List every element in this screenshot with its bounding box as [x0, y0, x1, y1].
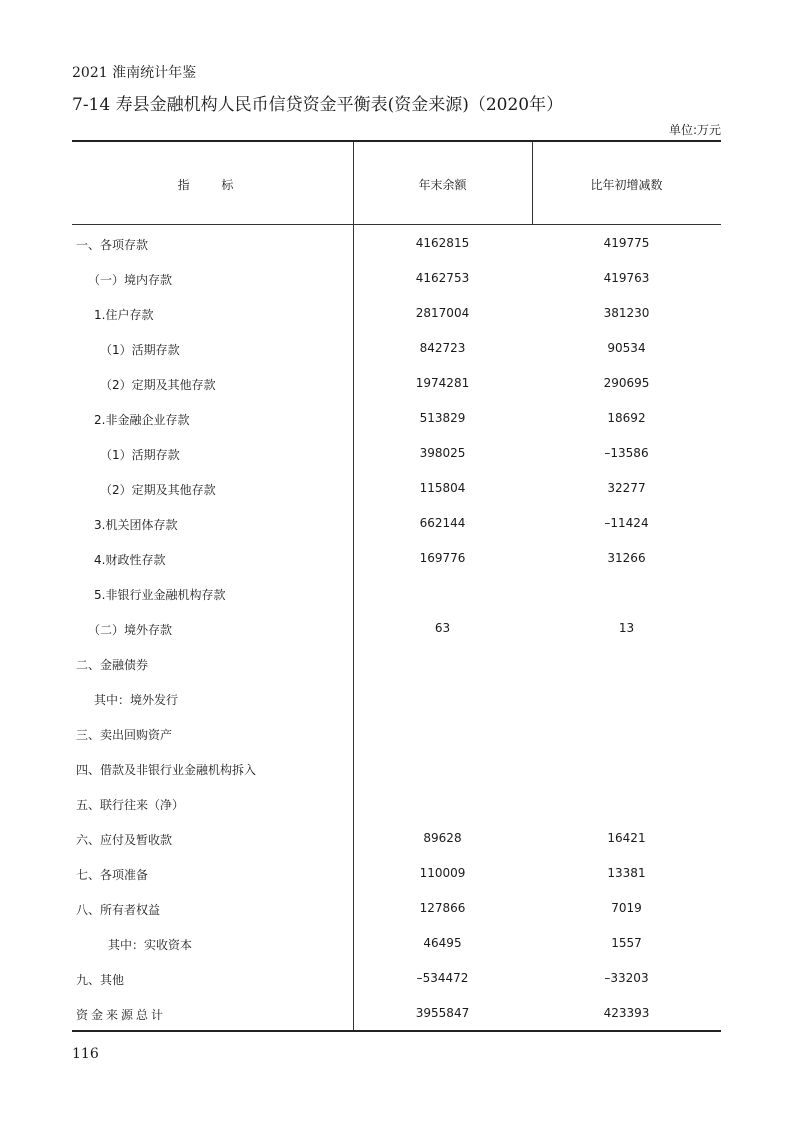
row-label: （二）境外存款 — [88, 623, 173, 637]
yearbook-title: 2021 淮南统计年鉴 — [72, 65, 197, 81]
table-row — [72, 411, 721, 431]
row-label: 1.住户存款 — [94, 308, 154, 322]
table-row — [72, 831, 721, 851]
table-row-total — [72, 1006, 721, 1026]
change-value: –11424 — [604, 516, 649, 530]
row-label: 九、其他 — [76, 973, 125, 987]
row-label: 一、各项存款 — [76, 238, 149, 252]
change-value: 13381 — [607, 866, 646, 880]
table-row — [72, 306, 721, 326]
table-row — [72, 796, 721, 816]
year-end-value: 169776 — [419, 551, 466, 565]
year-end-value: 110009 — [419, 866, 466, 880]
year-end-value: 127866 — [419, 901, 466, 915]
row-label: （一）境内存款 — [88, 273, 173, 287]
balance-table — [72, 140, 721, 1032]
table-row — [72, 971, 721, 991]
year-end-value: 89628 — [423, 831, 462, 845]
unit-label: 单位:万元 — [668, 123, 721, 137]
year-end-value: 398025 — [419, 446, 466, 460]
year-end-value: 2817004 — [415, 306, 470, 320]
row-label: 其中：实收资本 — [108, 938, 193, 952]
change-value: 32277 — [607, 481, 646, 495]
row-label: 其中：境外发行 — [94, 693, 179, 707]
change-value: 7019 — [611, 901, 642, 915]
row-label: 七、各项准备 — [76, 868, 149, 882]
change-value: 16421 — [607, 831, 646, 845]
year-end-value: 115804 — [419, 481, 466, 495]
change-value: 419763 — [603, 271, 650, 285]
table-row — [72, 516, 721, 536]
row-label: 5.非银行业金融机构存款 — [94, 588, 226, 602]
row-label: （1）活期存款 — [100, 448, 180, 462]
table-row — [72, 656, 721, 676]
page-number: 116 — [72, 1046, 99, 1062]
table-row — [72, 761, 721, 781]
year-end-value: 63 — [434, 621, 451, 635]
change-value: 18692 — [607, 411, 646, 425]
column-header-year-end: 年末余额 — [418, 178, 467, 192]
table-row — [72, 936, 721, 956]
change-value: 381230 — [603, 306, 650, 320]
row-label: 二、金融债券 — [76, 658, 149, 672]
table-row — [72, 586, 721, 606]
row-label: 资金来源总计 — [76, 1008, 167, 1022]
change-value: –33203 — [604, 971, 649, 985]
year-end-value: 46495 — [423, 936, 462, 950]
header-divider — [72, 224, 721, 225]
table-row — [72, 726, 721, 746]
table-row — [72, 621, 721, 641]
table-row — [72, 236, 721, 256]
table-row — [72, 901, 721, 921]
year-end-value: 842723 — [419, 341, 466, 355]
year-end-value: 4162815 — [415, 236, 470, 250]
table-row — [72, 691, 721, 711]
row-label: 2.非金融企业存款 — [94, 413, 190, 427]
row-label: 4.财政性存款 — [94, 553, 166, 567]
table-row — [72, 271, 721, 291]
table-title: 7-14 寿县金融机构人民币信贷资金平衡表(资金来源)（2020年） — [72, 95, 564, 115]
row-label: 四、借款及非银行业金融机构拆入 — [76, 763, 257, 777]
change-value: 90534 — [607, 341, 646, 355]
change-value: 423393 — [603, 1006, 650, 1020]
row-label: 三、卖出回购资产 — [76, 728, 173, 742]
year-end-value: 513829 — [419, 411, 466, 425]
row-label: （2）定期及其他存款 — [100, 483, 216, 497]
row-label: 五、联行往来（净） — [76, 798, 185, 812]
year-end-value: 4162753 — [415, 271, 470, 285]
column-header-change: 比年初增减数 — [590, 178, 663, 192]
table-row — [72, 446, 721, 466]
row-label: 八、所有者权益 — [76, 903, 161, 917]
change-value: 419775 — [603, 236, 650, 250]
table-row — [72, 551, 721, 571]
year-end-value: 1974281 — [415, 376, 470, 390]
change-value: 13 — [618, 621, 635, 635]
change-value: –13586 — [604, 446, 649, 460]
change-value: 1557 — [611, 936, 642, 950]
row-label: 六、应付及暂收款 — [76, 833, 173, 847]
row-label: （1）活期存款 — [100, 343, 180, 357]
row-label: （2）定期及其他存款 — [100, 378, 216, 392]
year-end-value: –534472 — [416, 971, 469, 985]
year-end-value: 3955847 — [415, 1006, 470, 1020]
row-label: 3.机关团体存款 — [94, 518, 178, 532]
table-row — [72, 866, 721, 886]
column-header-indicator: 指 标 — [177, 178, 248, 192]
table-row — [72, 481, 721, 501]
table-row — [72, 341, 721, 361]
change-value: 290695 — [603, 376, 650, 390]
table-row — [72, 376, 721, 396]
year-end-value: 662144 — [419, 516, 466, 530]
change-value: 31266 — [607, 551, 646, 565]
